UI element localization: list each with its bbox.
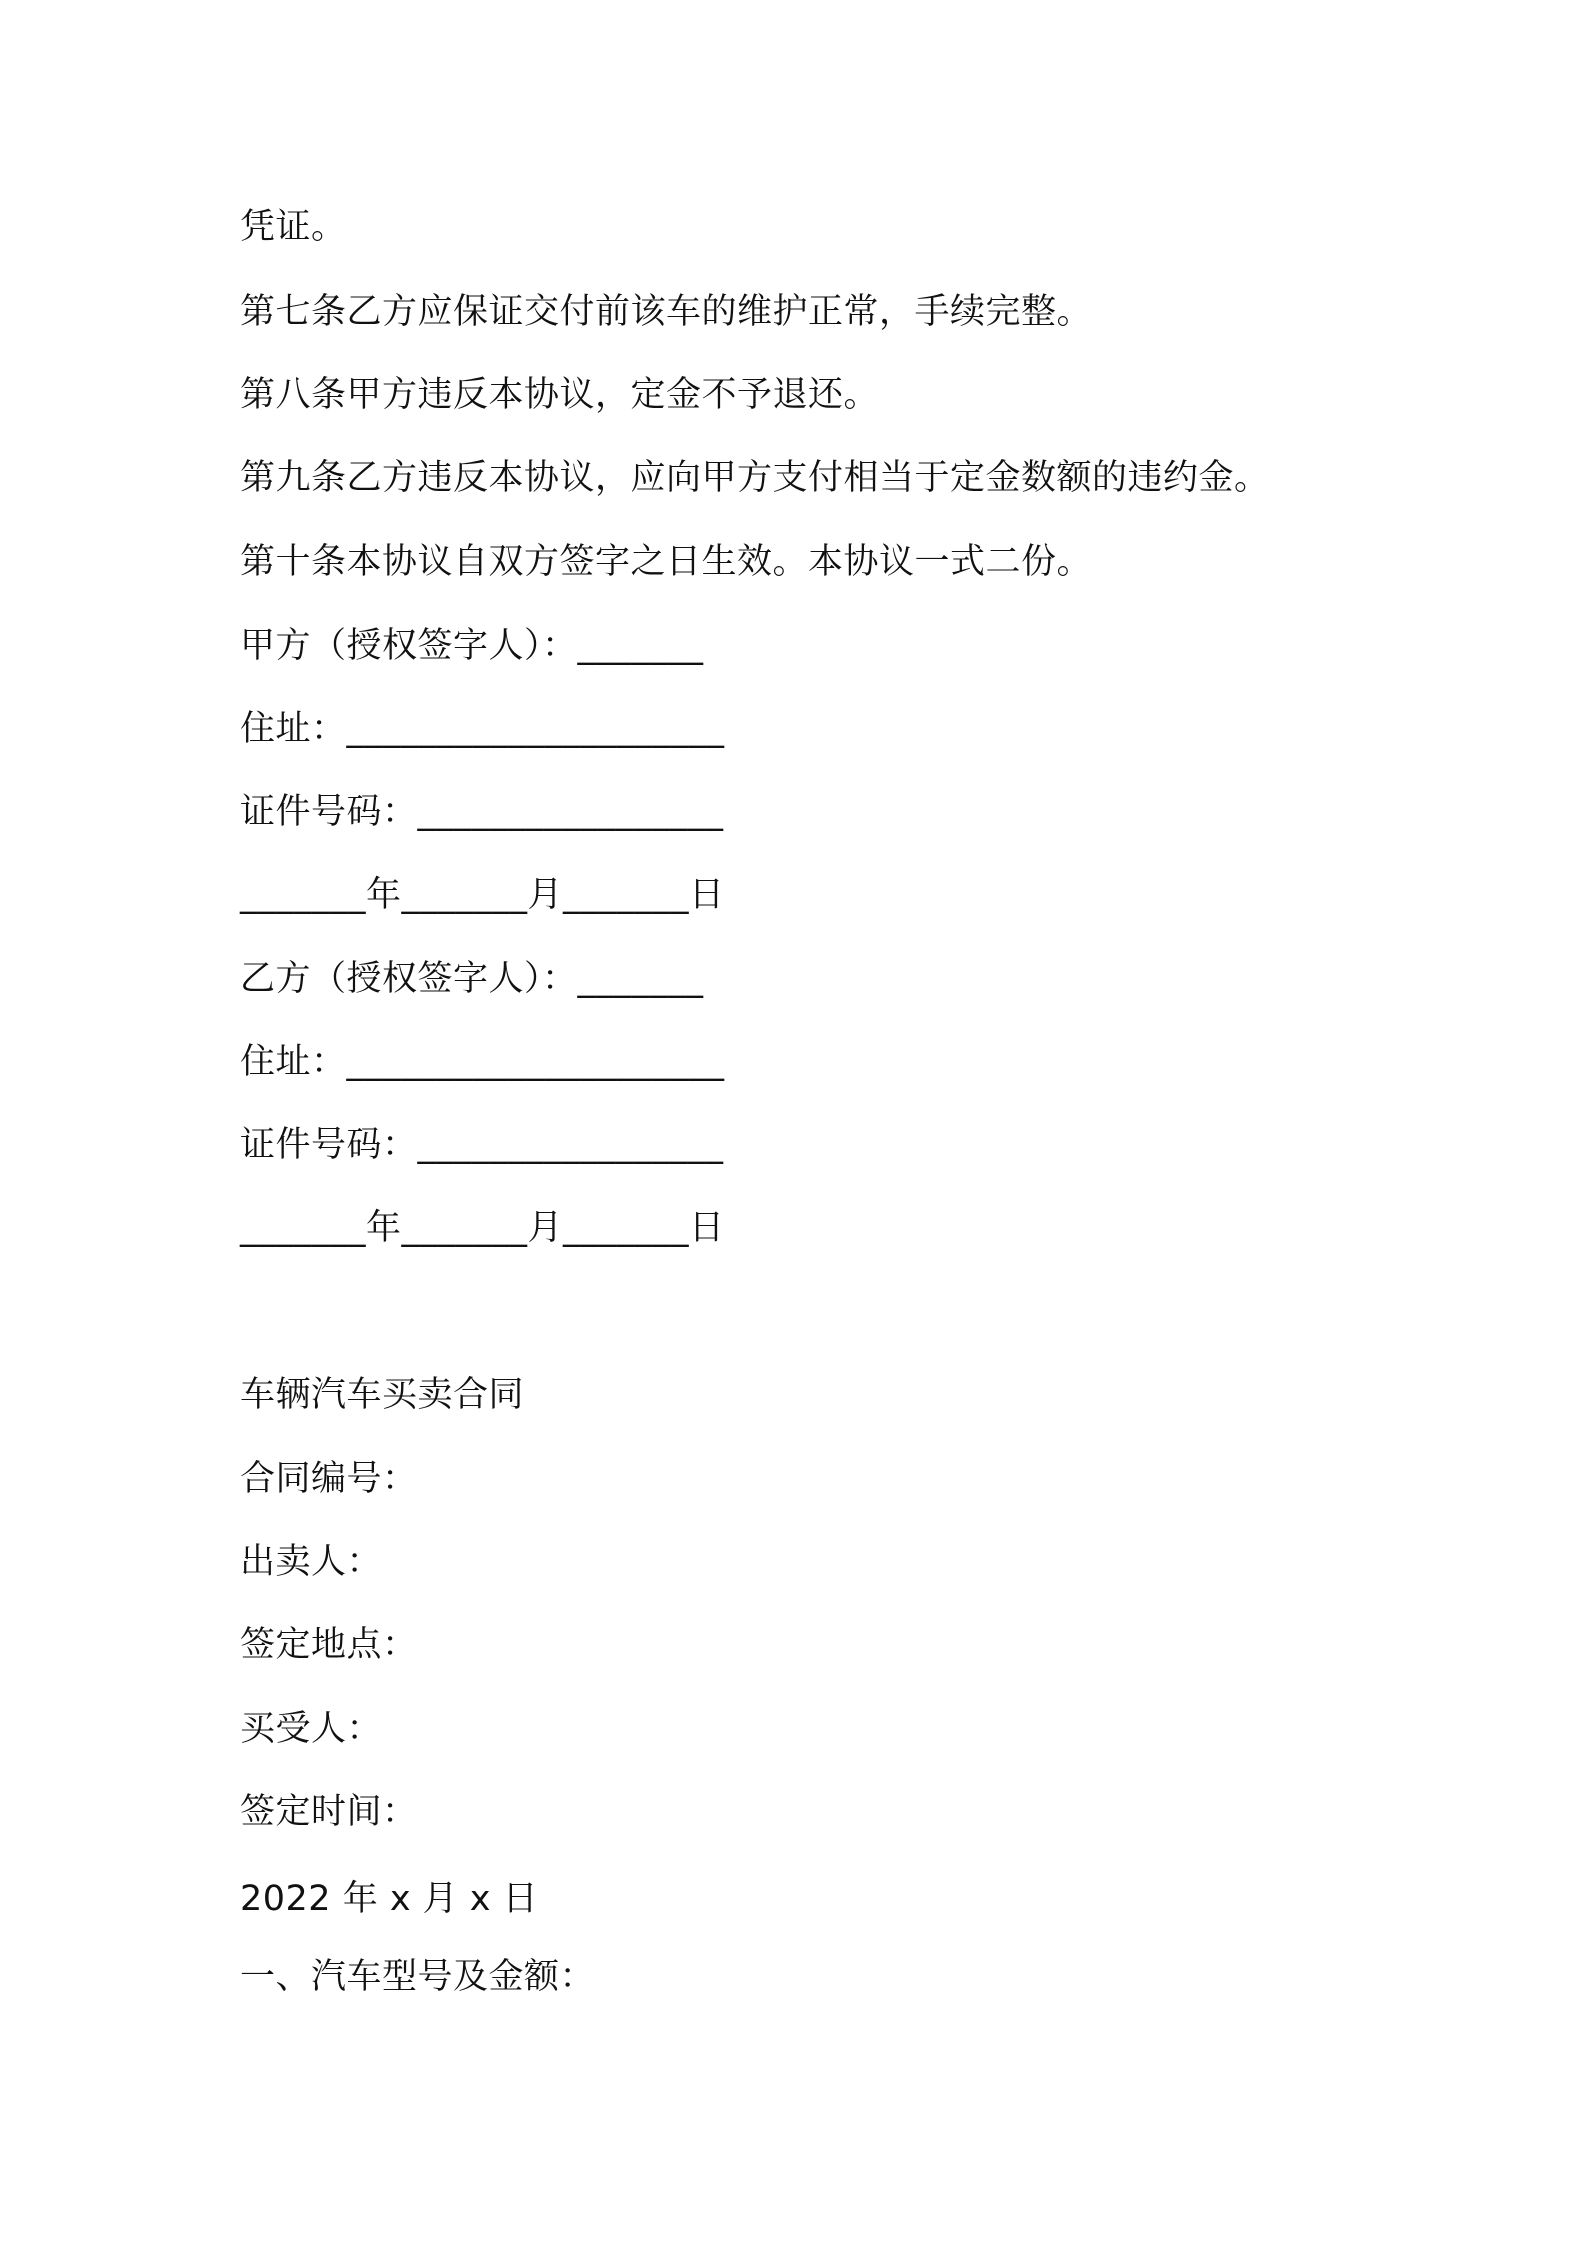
party-b-sign-line: 乙方（授权签字人）：_______	[240, 959, 704, 999]
contract-number-label: 合同编号：	[240, 1459, 418, 1499]
seller-label: 出卖人：	[240, 1542, 383, 1582]
party-b-date-line: _______年_______月_______日	[240, 1208, 725, 1248]
party-a-date-line: _______年_______月_______日	[240, 875, 725, 915]
signing-place-label: 签定地点：	[240, 1625, 418, 1665]
text-line: 凭证。	[240, 207, 347, 247]
clause-9: 第九条乙方违反本协议，应向甲方支付相当于定金数额的违约金。	[240, 458, 1270, 498]
party-b-address-line: 住址：_____________________	[240, 1042, 725, 1082]
signing-date: 2022 年 x 月 x 日	[240, 1879, 539, 1919]
party-a-sign-line: 甲方（授权签字人）：_______	[240, 626, 704, 666]
party-a-id-line: 证件号码：_________________	[240, 792, 724, 832]
clause-7: 第七条乙方应保证交付前该车的维护正常，手续完整。	[240, 292, 1093, 332]
clause-8: 第八条甲方违反本协议，定金不予退还。	[240, 375, 880, 415]
contract-title: 车辆汽车买卖合同	[240, 1375, 525, 1415]
party-a-address-line: 住址：_____________________	[240, 709, 725, 749]
buyer-label: 买受人：	[240, 1709, 383, 1749]
clause-10: 第十条本协议自双方签字之日生效。本协议一式二份。	[240, 542, 1093, 582]
signing-time-label: 签定时间：	[240, 1792, 418, 1832]
section-1-heading: 一、汽车型号及金额：	[240, 1957, 596, 1997]
party-b-id-line: 证件号码：_________________	[240, 1125, 724, 1165]
